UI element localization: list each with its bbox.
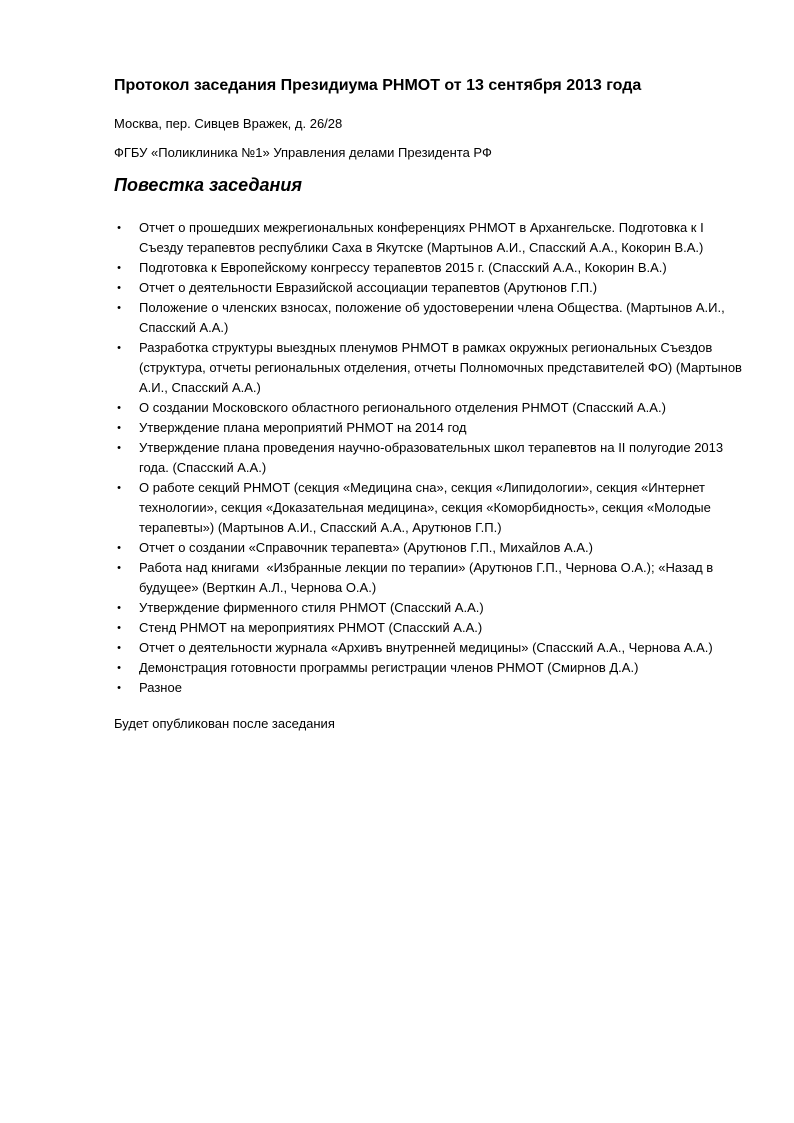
agenda-item-text: Разное — [139, 680, 182, 695]
bullet-icon: • — [117, 302, 121, 314]
agenda-list — [114, 218, 744, 698]
footer-note: Будет опубликован после заседания — [114, 716, 335, 731]
agenda-item — [114, 478, 744, 538]
bullet-icon: • — [117, 542, 121, 554]
agenda-heading: Повестка заседания — [114, 175, 303, 195]
bullet-icon: • — [117, 222, 121, 234]
agenda-item-text: О работе секций РНМОТ (секция «Медицина сна», секция «Липидологии», секция «Интернет технологии», секция «Доказательная медицина», секция «Коморбидность», секция «Молодые терапевты») (Мартынов А.И., Спасский А.А., Арутюнов Г.П.) — [139, 480, 711, 535]
agenda-item-text: Положение о членских взносах, положение об удостоверении члена Общества. (Мартынов А.И., Спасский А.А.) — [139, 300, 725, 335]
bullet-icon: • — [117, 482, 121, 494]
agenda-item — [114, 678, 744, 698]
agenda-item-text: Разработка структуры выездных пленумов РНМОТ в рамках окружных региональных Съездов (структура, отчеты региональных отделения, отчеты Полномочных представителей ФО) (Мартынов А.И., Спасский А.А.) — [139, 340, 742, 395]
agenda-item-text: Работа над книгами «Избранные лекции по терапии» (Арутюнов Г.П., Чернова О.А.); «Назад в будущее» (Верткин А.Л., Чернова О.А.) — [139, 560, 717, 595]
agenda-item — [114, 638, 744, 658]
agenda-item — [114, 598, 744, 618]
bullet-icon: • — [117, 282, 121, 294]
agenda-item-text: Утверждение плана проведения научно-образовательных школ терапевтов на II полугодие 2013 года. (Спасский А.А.) — [139, 440, 724, 475]
agenda-item — [114, 418, 744, 438]
agenda-item-text: Стенд РНМОТ на мероприятиях РНМОТ (Спасский А.А.) — [139, 620, 483, 635]
agenda-item — [114, 438, 744, 478]
agenda-item — [114, 258, 744, 278]
bullet-icon: • — [117, 262, 121, 274]
bullet-icon: • — [117, 622, 121, 634]
meeting-address: Москва, пер. Сивцев Вражек, д. 26/28 — [114, 116, 343, 131]
agenda-item — [114, 298, 744, 338]
agenda-item — [114, 558, 744, 598]
agenda-item — [114, 218, 744, 258]
bullet-icon: • — [117, 342, 121, 354]
meeting-organization: ФГБУ «Поликлиника №1» Управления делами Президента РФ — [114, 145, 492, 160]
agenda-item — [114, 538, 744, 558]
agenda-item — [114, 338, 744, 398]
agenda-item-text: Отчет о прошедших межрегиональных конференциях РНМОТ в Архангельске. Подготовка к I Съезду терапевтов республики Саха в Якутске (Мартынов А.И., Спасский А.А., Кокорин В.А.) — [139, 220, 704, 255]
document-page — [114, 74, 744, 734]
agenda-item-text: Отчет о деятельности журнала «Архивъ внутренней медицины» (Спасский А.А., Чернова А.А.) — [139, 640, 713, 655]
bullet-icon: • — [117, 422, 121, 434]
bullet-icon: • — [117, 662, 121, 674]
bullet-icon: • — [117, 562, 121, 574]
agenda-item-text: О создании Московского областного регионального отделения РНМОТ (Спасский А.А.) — [139, 400, 666, 415]
agenda-item — [114, 618, 744, 638]
document-title: Протокол заседания Президиума РНМОТ от 13 сентября 2013 года — [114, 77, 642, 94]
agenda-item-text: Отчет о создании «Справочник терапевта» (Арутюнов Г.П., Михайлов А.А.) — [139, 540, 593, 555]
agenda-item-text: Отчет о деятельности Евразийской ассоциации терапевтов (Арутюнов Г.П.) — [139, 280, 598, 295]
agenda-item-text: Демонстрация готовности программы регистрации членов РНМОТ (Смирнов Д.А.) — [139, 660, 639, 675]
bullet-icon: • — [117, 402, 121, 414]
agenda-item — [114, 398, 744, 418]
agenda-item-text: Подготовка к Европейскому конгрессу терапевтов 2015 г. (Спасский А.А., Кокорин В.А.) — [139, 260, 667, 275]
bullet-icon: • — [117, 642, 121, 654]
agenda-item — [114, 658, 744, 678]
agenda-item-text: Утверждение фирменного стиля РНМОТ (Спасский А.А.) — [139, 600, 484, 615]
agenda-item — [114, 278, 744, 298]
bullet-icon: • — [117, 442, 121, 454]
bullet-icon: • — [117, 682, 121, 694]
bullet-icon: • — [117, 602, 121, 614]
agenda-item-text: Утверждение плана мероприятий РНМОТ на 2014 год — [139, 420, 467, 435]
